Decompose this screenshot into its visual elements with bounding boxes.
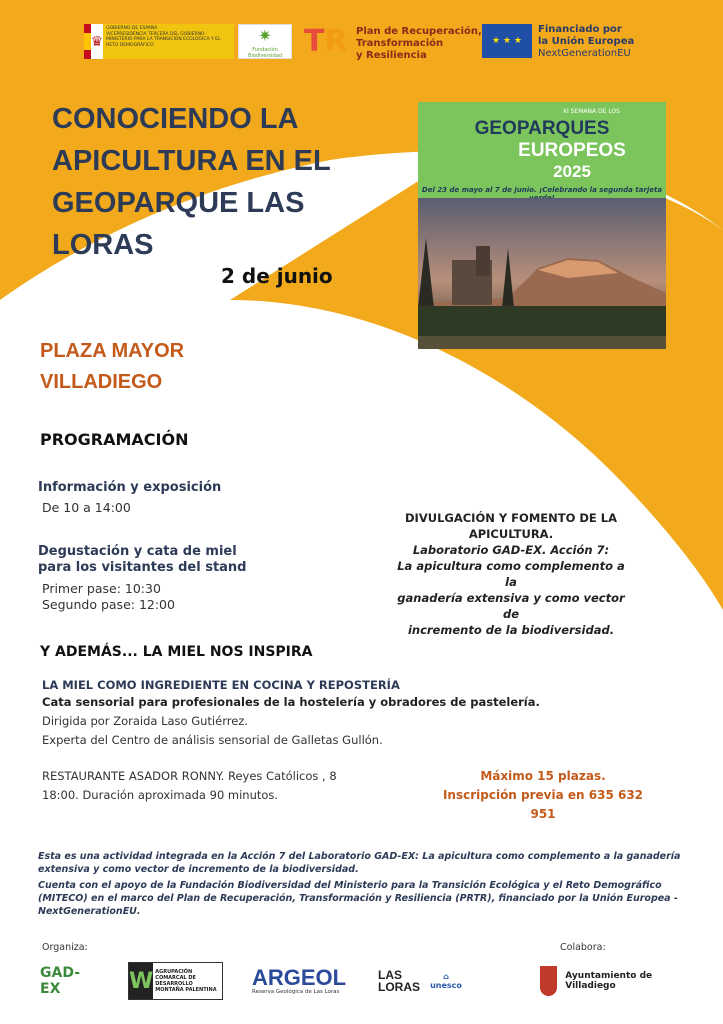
ayuntamiento-logo — [540, 962, 700, 1000]
unesco-text: unesco — [430, 981, 462, 990]
villadiego-shield-icon — [540, 966, 557, 996]
info-heading: Información y exposición — [38, 480, 222, 495]
prtr-line: y Resiliencia — [356, 50, 427, 61]
page-title — [52, 98, 392, 266]
las-loras-logo — [378, 962, 420, 1000]
las-loras-line: LORAS — [378, 980, 420, 994]
coat-of-arms-icon: ♛ — [91, 24, 104, 59]
ayuntamiento-text: Ayuntamiento de Villadiego — [565, 971, 653, 991]
degustacion-heading-line: para los visitantes del stand — [38, 560, 247, 575]
experta-text: Experta del Centro de análisis sensorial de Galletas Gullón. — [42, 733, 383, 747]
footer-p1: Esta es una actividad integrada en la Acción 7 del Laboratorio GAD-EX: La apicultura como complemento a la ganadería extensiva y como vector de incremento de la biodiversidad. — [38, 851, 681, 875]
argeol-sub: Reserva Geológica de Las Loras — [252, 989, 340, 995]
gov-logo-label: GOBIERNO DE ESPAÑA — [106, 26, 158, 31]
event-date: 2 de junio — [221, 264, 333, 288]
event-place — [40, 336, 184, 398]
geo-line2: EUROPEOS — [518, 140, 626, 161]
organiza-label: Organiza: — [42, 942, 88, 953]
divulgacion-line: APICULTURA. — [468, 527, 554, 541]
geoparques-poster — [418, 102, 666, 349]
prtr-line: Transformación — [356, 38, 444, 49]
unesco-logo — [426, 962, 466, 1000]
cata-text: Cata sensorial para profesionales de la hostelería y obradores de pastelería. — [42, 695, 540, 709]
place-line: PLAZA MAYOR — [40, 340, 185, 362]
fb-label: Fundación Biodiversidad — [248, 47, 282, 59]
colabora-label: Colabora: — [560, 942, 606, 953]
divulgacion-line: DIVULGACIÓN Y FOMENTO DE LA — [405, 511, 617, 525]
degustacion-heading-line: Degustación y cata de miel — [38, 544, 237, 559]
gadex-logo: GAD-EX — [40, 965, 81, 997]
geo-semana: XI SEMANA DE LOS — [562, 108, 620, 115]
landscape-photo — [418, 198, 666, 349]
divulgacion-italic: incremento de la biodiversidad. — [407, 623, 615, 637]
geo-line1: GEOPARQUES — [474, 118, 610, 139]
degustacion-time: Segundo pase: 12:00 — [42, 597, 175, 612]
eu-flag-icon: ★ ★ ★ — [482, 24, 532, 58]
geo-year: 2025 — [553, 162, 591, 181]
adr-montana-palentina-logo — [128, 962, 223, 1000]
las-loras-line: LAS — [378, 968, 402, 982]
prtr-logo-r: R — [324, 24, 348, 59]
place-line: VILLADIEGO — [40, 371, 163, 393]
argeol-logo — [252, 962, 347, 1000]
gov-logo-text: VICEPRESIDENCIA TERCERA DEL GOBIERNO · MINISTERIO PARA LA TRANSICIÓN ECOLÓGICA Y EL RETO DEMOGRÁFICO — [106, 31, 221, 48]
gobierno-logo — [84, 24, 234, 59]
title-line: APICULTURA EN EL — [52, 145, 331, 177]
divulgacion-italic: Laboratorio GAD-EX. Acción 7: — [412, 543, 610, 557]
divulgacion-italic: La apicultura como complemento a la — [397, 559, 625, 589]
degustacion-times — [42, 581, 175, 613]
plazas-info — [434, 767, 652, 824]
divulgacion-block — [392, 510, 630, 638]
eu-text — [538, 24, 634, 60]
prtr-logo-t: T — [304, 24, 325, 59]
geo-dates: Del 23 de mayo al 7 de junio. ¡Celebrando la segunda tarjeta — [421, 186, 663, 194]
degustacion-heading — [38, 544, 268, 576]
degustacion-time: Primer pase: 10:30 — [42, 581, 161, 596]
ademas-heading: Y ADEMÁS... LA MIEL NOS INSPIRA — [40, 644, 313, 660]
eu-line: la Unión Europea — [538, 36, 635, 47]
divulgacion-italic: ganadería extensiva y como vector de — [397, 591, 625, 621]
prtr-logo — [304, 24, 350, 59]
grass-icon: ✷ — [258, 26, 272, 45]
eu-line: Financiado por — [538, 24, 622, 35]
adr-text: AGRUPACIÓN COMARCAL DE DESARROLLO MONTAÑA PALENTINA — [155, 969, 217, 993]
restaurant-address: RESTAURANTE ASADOR RONNY. Reyes Católicos , 8 — [42, 769, 337, 783]
restaurant-info — [42, 767, 337, 805]
argeol-name: ARGEOL — [252, 965, 347, 990]
spain-flag-icon — [84, 24, 91, 59]
adr-letter: W — [129, 963, 153, 999]
title-line: LORAS — [52, 229, 154, 261]
maximo-plazas: Máximo 15 plazas. — [480, 769, 606, 783]
inscripcion-phone: Inscripción previa en 635 632 951 — [442, 788, 644, 821]
unesco-temple-icon: ⌂ — [443, 972, 449, 981]
prtr-text — [356, 26, 482, 62]
eu-sub: NextGenerationEU — [538, 48, 631, 59]
title-line: GEOPARQUE LAS — [52, 187, 305, 219]
dirigida-text: Dirigida por Zoraida Laso Gutiérrez. — [42, 714, 248, 728]
fundacion-biodiversidad-logo — [238, 24, 292, 59]
restaurant-time: 18:00. Duración aproximada 90 minutos. — [42, 788, 279, 802]
info-time: De 10 a 14:00 — [42, 500, 131, 515]
miel-heading: LA MIEL COMO INGREDIENTE EN COCINA Y REPOSTERÍA — [42, 678, 400, 692]
footer-note — [38, 850, 688, 921]
prtr-line: Plan de Recuperación, — [356, 26, 482, 37]
programacion-heading: PROGRAMACIÓN — [40, 430, 189, 449]
footer-p2: Cuenta con el apoyo de la Fundación Biodiversidad del Ministerio para la Transición Ecológica y el Reto Demográfico (MITECO) en el marco del Plan de Recuperación, Transformación y Resiliencia (PRTR), financiado por la Unión Europea - NextGenerationEU. — [38, 880, 678, 917]
title-line: CONOCIENDO LA — [52, 103, 299, 135]
